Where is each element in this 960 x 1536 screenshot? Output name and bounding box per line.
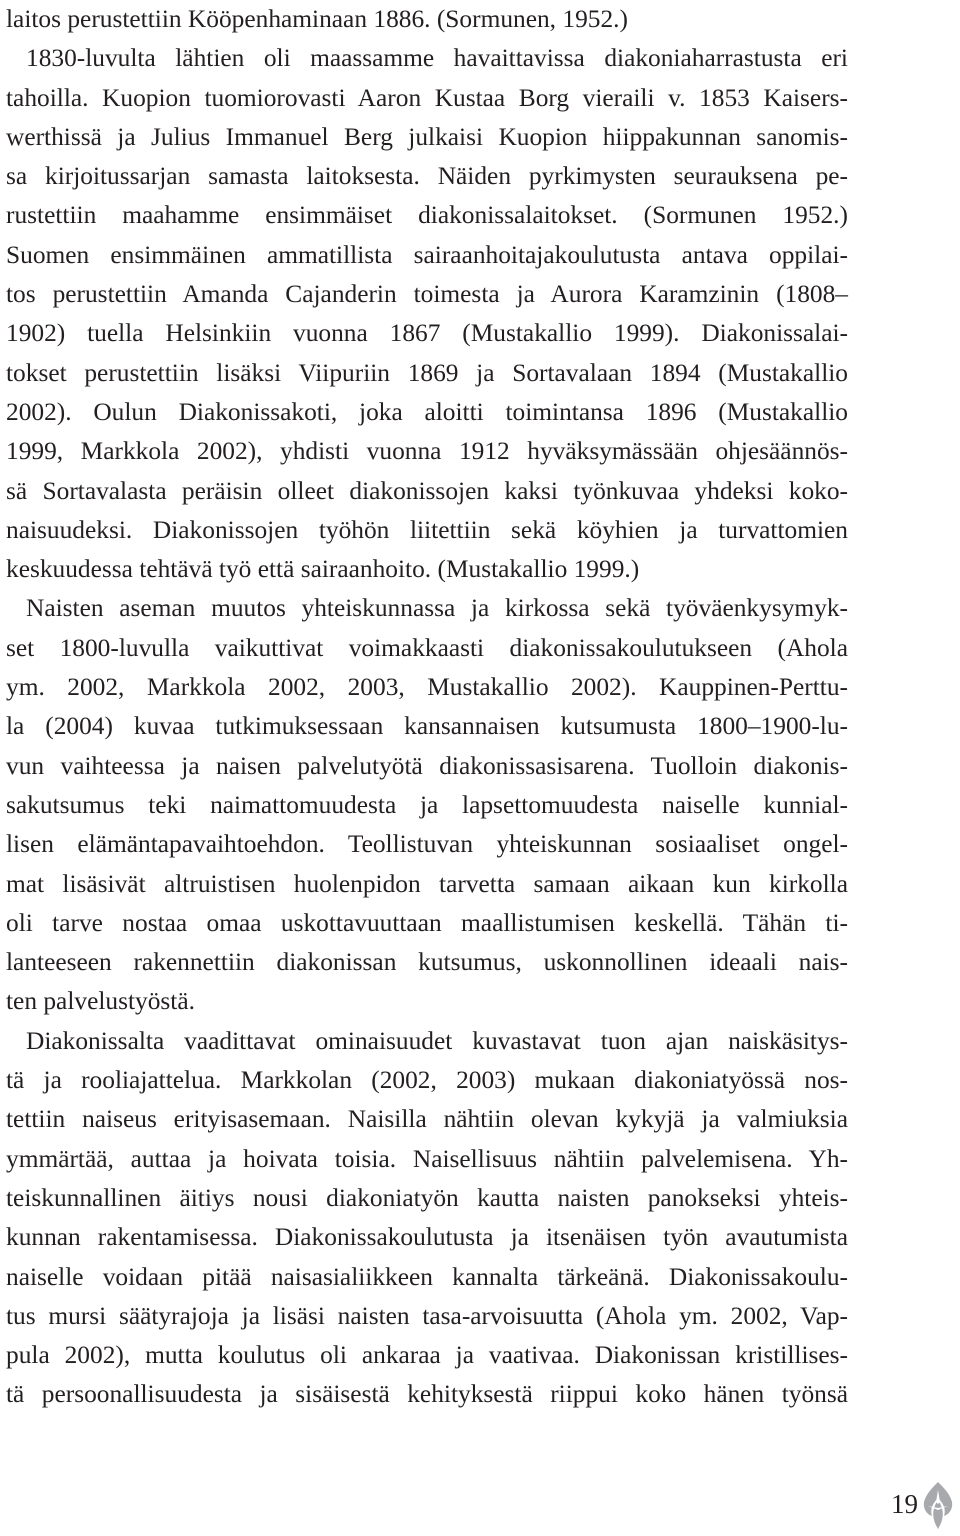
text-line: Naisten aseman muutos yhteiskunnassa ja kirkossa sekä työväenkysymyk-	[26, 594, 848, 623]
text-line: Diakonissalta vaadittavat ominaisuudet kuvastavat tuon ajan naiskäsitys-	[26, 1026, 848, 1055]
text-line: sa kirjoitussarjan samasta laitoksesta. Näiden pyrkimysten seurauksena pe-	[6, 162, 848, 191]
text-line: kunnan rakentamisessa. Diakonissakoulutusta ja itsenäisen työn avautumista	[6, 1223, 848, 1252]
text-line: tä persoonallisuudesta ja sisäisestä kehityksestä riippui koko hänen työnsä	[6, 1380, 848, 1409]
text-line: tettiin naiseus erityisasemaan. Naisilla nähtiin olevan kykyjä ja valmiuksia	[6, 1105, 848, 1134]
text-line: rustettiin maahamme ensimmäiset diakonissalaitokset. (Sormunen 1952.)	[6, 201, 848, 230]
text-line: ten palvelustyöstä.	[6, 987, 195, 1016]
text-line: naiselle voidaan pitää naisasialiikkeen kannalta tärkeänä. Diakonissakoulu-	[6, 1262, 848, 1291]
text-line: 1902) tuella Helsinkiin vuonna 1867 (Mustakallio 1999). Diakonissalai-	[6, 319, 848, 348]
text-line: ymmärtää, auttaa ja hoivata toisia. Naisellisuus nähtiin palvelemisena. Yh-	[6, 1144, 848, 1173]
text-line: tos perustettiin Amanda Cajanderin toimesta ja Aurora Karamzinin (1808–	[6, 280, 848, 309]
text-line: mat lisäsivät altruistisen huolenpidon tarvetta samaan aikaan kun kirkolla	[6, 869, 848, 898]
text-line: tus mursi säätyrajoja ja lisäsi naisten tasa-arvoisuutta (Ahola ym. 2002, Vap-	[6, 1301, 848, 1330]
text-line: laitos perustettiin Kööpenhaminaan 1886. (Sormunen, 1952.)	[6, 5, 628, 33]
text-line: set 1800-luvulla vaikuttivat voimakkaasti diakonissakoulutukseen (Ahola	[6, 633, 848, 662]
text-line: vun vaihteessa ja naisen palvelutyötä diakonissasisarena. Tuolloin diakonis-	[6, 751, 848, 780]
text-line: tahoilla. Kuopion tuomiorovasti Aaron Kustaa Borg vieraili v. 1853 Kaisers-	[6, 83, 848, 112]
text-line: ym. 2002, Markkola 2002, 2003, Mustakallio 2002). Kauppinen-Perttu-	[6, 673, 848, 702]
page-number: 19	[891, 1489, 918, 1519]
text-line: tokset perustettiin lisäksi Viipuriin 1869 ja Sortavalaan 1894 (Mustakallio	[6, 358, 848, 387]
text-line: sakutsumus teki naimattomuudesta ja lapsettomuudesta naiselle kunnial-	[6, 790, 848, 819]
text-line: lanteeseen rakennettiin diakonissan kutsumus, uskonnollinen ideaali nais-	[6, 948, 848, 977]
text-line: keskuudessa tehtävä työ että sairaanhoito. (Mustakallio 1999.)	[6, 555, 640, 584]
text-line: Suomen ensimmäinen ammatillista sairaanhoitajakoulutusta antava oppilai-	[6, 240, 848, 269]
text-line: sä Sortavalasta peräisin olleet diakonissojen kaksi työnkuvaa yhdeksi koko-	[6, 476, 848, 505]
text-line: pula 2002), mutta koulutus oli ankaraa ja vaativaa. Diakonissan kristillises-	[6, 1341, 848, 1370]
paragraph-1	[6, 0, 848, 39]
paragraph-2	[6, 39, 848, 589]
text-line: werthissä ja Julius Immanuel Berg julkaisi Kuopion hiippakunnan sanomis-	[6, 122, 848, 151]
paragraph-3	[6, 589, 848, 1021]
text-line: tä ja rooliajattelua. Markkolan (2002, 2003) mukaan diakoniatyössä nos-	[6, 1066, 848, 1095]
text-line: teiskunnallinen äitiys nousi diakoniatyön kautta naisten panokseksi yhteis-	[6, 1183, 848, 1212]
text-line: la (2004) kuvaa tutkimuksessaan kansannaisen kutsumusta 1800–1900-lu-	[6, 712, 848, 741]
text-line: 2002). Oulun Diakonissakoti, joka aloitti toimintansa 1896 (Mustakallio	[6, 397, 848, 426]
text-line: lisen elämäntapavaihtoehdon. Teollistuvan yhteiskunnan sosiaaliset ongel-	[6, 830, 848, 859]
text-line: naisuudeksi. Diakonissojen työhön liitettiin sekä köyhien ja turvattomien	[6, 515, 848, 544]
text-line: 1830-luvulta lähtien oli maassamme havaittavissa diakoniaharrastusta eri	[26, 44, 848, 73]
paragraph-4	[6, 1022, 848, 1415]
text-line: oli tarve nostaa omaa uskottavuuttaan maallistumisen keskellä. Tähän ti-	[6, 908, 848, 937]
text-line: 1999, Markkola 2002), yhdisti vuonna 1912 hyväksymässään ohjesäännös-	[6, 437, 848, 466]
document-body	[6, 0, 848, 1415]
publisher-logo-icon	[918, 1480, 958, 1530]
